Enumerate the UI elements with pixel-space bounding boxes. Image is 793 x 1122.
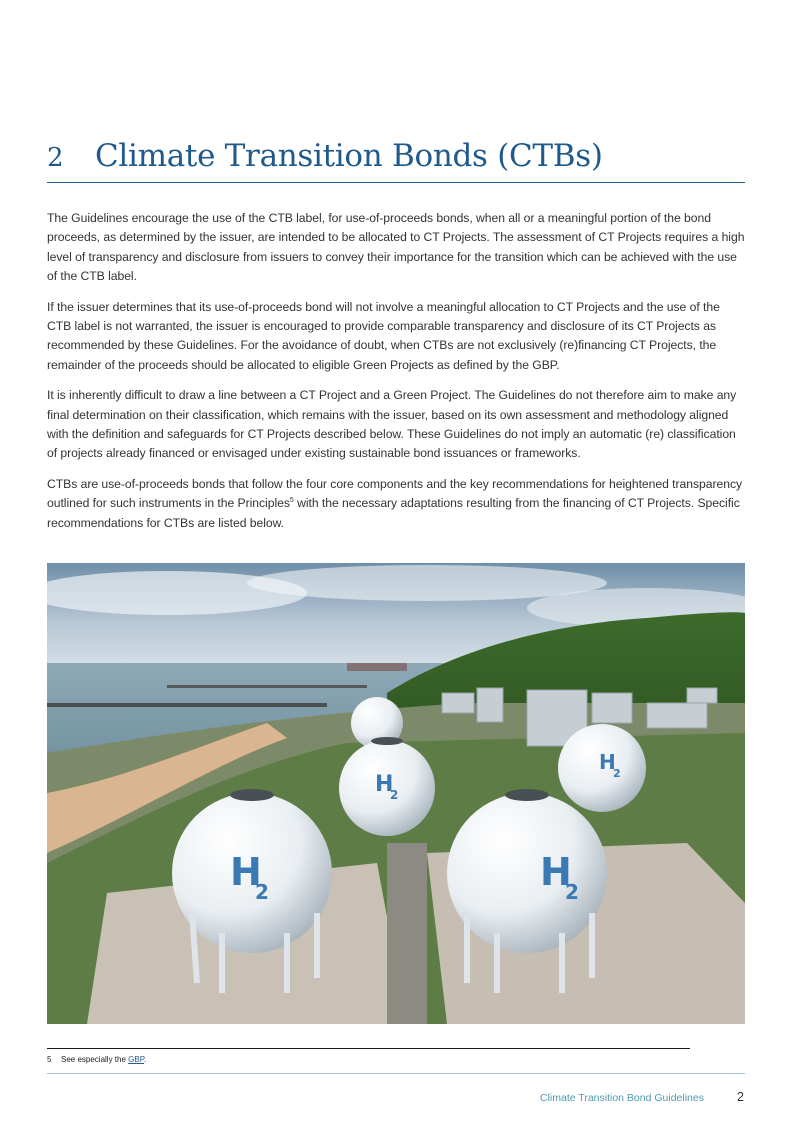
footnote-ref[interactable]: 5 [289,497,294,505]
hydrogen-tanks-photo [47,563,745,1024]
footnote-divider [47,1048,690,1049]
tank-label-3: H [375,772,394,797]
paragraph-3: It is inherently difficult to draw a line between a CT Project and a Green Project. The Guidelines do not therefore aim to make any final determination on their classification, which remains with the issuer, based on its own assessment and methodology aligned with the definition and safeguards for CT Projects described below. These Guidelines do not imply an automatic (re) classification of projects already financed or envisaged under existing sustainable bond issuances or frameworks. [47,388,737,461]
tank-label-2: H [540,850,572,894]
paragraph-4-start: CTBs are use-of-proceeds bonds that follow the four core components and the key recommendations for heightened transparency outlined for such instruments in the Principles [47,476,743,511]
tank-label-4: H [599,750,616,774]
section-heading [47,136,745,182]
tank-label-4-sub: 2 [613,767,621,780]
tank-label-2-sub: 2 [565,880,579,904]
footnote-end: . [144,1055,147,1064]
tank-label-3-sub: 2 [390,788,399,802]
footnote-text: See especially the [61,1055,129,1064]
heading-divider [47,182,745,183]
gbp-link[interactable]: GBP [128,1055,145,1064]
tank-label-1: H [230,850,262,894]
tank-label-1-sub: 2 [255,880,269,904]
paragraph-4-end: with the necessary adaptations resulting from the financing of CT Projects. Specific recommendations for CTBs are listed below. [47,496,740,530]
page-number: 2 [737,1090,744,1104]
footer-divider [47,1073,745,1074]
paragraph-1: The Guidelines encourage the use of the CTB label, for use-of-proceeds bonds, when all or a meaningful portion of the bond proceeds, as determined by the issuer, are intended to be allocated to CT Projects. The assessment of CT Projects requires a high level of transparency and disclosure from issuers to convey their importance for the transition which can be achieved with the use of the CTB label. [47,211,745,284]
paragraph-4 [47,475,747,533]
page-title: Climate Transition Bonds (CTBs) [95,138,603,174]
footnote [47,1055,146,1064]
body-text [47,209,747,544]
paragraph-2: If the issuer determines that its use-of-proceeds bond will not involve a meaningful allocation to CT Projects and the use of the CTB label is not warranted, the issuer is encouraged to provide comparable transparency and disclosure of its CT Projects as recommended by these Guidelines. For the avoidance of doubt, when CTBs are not exclusively (re)financing CT Projects, the remainder of the proceeds should be allocated to eligible Green Projects as defined by the GBP. [47,299,720,372]
footnote-number: 5 [47,1055,52,1064]
section-number: 2 [47,143,64,173]
footer-title: Climate Transition Bond Guidelines [539,1092,704,1104]
